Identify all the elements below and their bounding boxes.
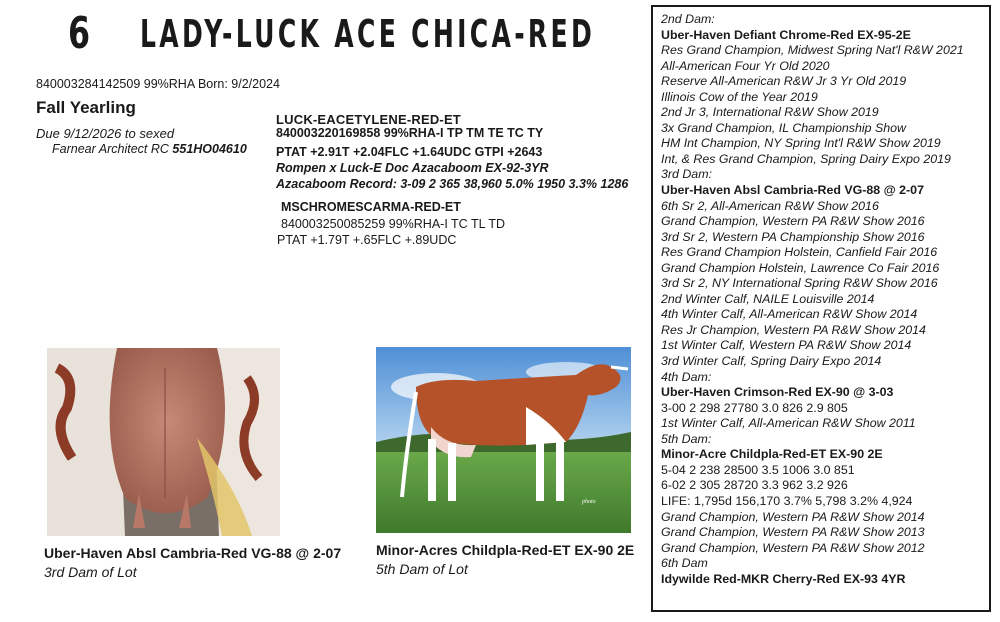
pedigree-line: Grand Champion, Western PA R&W Show 2016 (661, 214, 925, 229)
pedigree-line: Res Grand Champion, Midwest Spring Nat'l R&W 2021 (661, 43, 964, 58)
pedigree-animal-name: Uber-Haven Defiant Chrome-Red EX-95-2E (661, 27, 911, 42)
sire-block (276, 112, 628, 191)
pedigree-line: Grand Champion, Western PA R&W Show 2012 (661, 540, 925, 555)
dam-registration: 840003250085259 99%RHA-I TC TL TD (281, 217, 505, 231)
service-sire-line (52, 142, 247, 156)
pedigree-line: 2nd Winter Calf, NAILE Louisville 2014 (661, 291, 875, 306)
pedigree-line: Res Grand Champion Holstein, Canfield Fair 2016 (661, 245, 938, 260)
sire-name: LUCK-EACETYLENE-RED-ET (276, 112, 461, 127)
photo-caption-subtitle: 5th Dam of Lot (376, 561, 468, 577)
pedigree-line: 1st Winter Calf, All-American R&W Show 2011 (661, 416, 916, 431)
pedigree-heading: 2nd Dam: (661, 12, 715, 26)
photo-caption-2 (376, 542, 634, 577)
pedigree-heading: 4th Dam: (661, 369, 712, 384)
pedigree-line: Grand Champion, Western PA R&W Show 2013 (661, 525, 925, 540)
photo-caption-title: Minor-Acres Childpla-Red-ET EX-90 2E (376, 542, 635, 558)
pedigree-animal-name: Uber-Haven Absl Cambria-Red VG-88 @ 2-07 (661, 183, 924, 198)
pedigree-animal-name: Uber-Haven Crimson-Red EX-90 @ 3-03 (661, 385, 894, 400)
sire-registration: 840003220169858 99%RHA-I TP TM TE TC TY (276, 126, 544, 140)
photo-caption-title: Uber-Haven Absl Cambria-Red VG-88 @ 2-07 (44, 545, 342, 561)
pedigree-line: 2nd Jr 3, International R&W Show 2019 (661, 105, 879, 120)
svg-text:photo: photo (582, 499, 596, 505)
lot-number: 6 (68, 8, 92, 59)
sire-ptat: PTAT +2.91T +2.04FLC +1.64UDC GTPI +2643 (276, 145, 543, 159)
pedigree-line: LIFE: 1,795d 156,170 3.7% 5,798 3.2% 4,924 (661, 493, 913, 508)
pedigree-animal-name: Idywilde Red-MKR Cherry-Red EX-93 4YR (661, 571, 906, 586)
pedigree-line: 1st Winter Calf, Western PA R&W Show 2014 (661, 338, 912, 353)
dam-ptat: PTAT +1.79T +.65FLC +.89UDC (277, 233, 457, 247)
pedigree-line: 3rd Sr 2, NY International Spring R&W Show 2016 (661, 276, 938, 291)
sire-dam-record: Azacaboom Record: 3-09 2 365 38,960 5.0% 1950 3.3% 1286 (276, 177, 629, 191)
pedigree-line: All-American Four Yr Old 2020 (661, 58, 830, 73)
lot-name: LADY-LUCK ACE CHICA-RED (140, 12, 596, 56)
photo-caption-subtitle: 3rd Dam of Lot (44, 564, 137, 580)
service-sire-name: Farnear Architect RC (52, 142, 169, 156)
pedigree-box (651, 5, 991, 612)
class-title: Fall Yearling (36, 98, 136, 117)
pedigree-animal-name: Minor-Acre Childpla-Red-ET EX-90 2E (661, 447, 883, 462)
pedigree-line: 4th Winter Calf, All-American R&W Show 2014 (661, 307, 918, 322)
sire-parents: Rompen x Luck-E Doc Azacaboom EX-92-3YR (276, 161, 549, 175)
pedigree-line: 6th Sr 2, All-American R&W Show 2016 (661, 198, 879, 213)
lot-id-line: 840003284142509 99%RHA Born: 9/2/2024 (36, 77, 280, 91)
cow-photo (376, 347, 631, 533)
photo-caption-1 (44, 545, 341, 580)
pedigree-line: Int, & Res Grand Champion, Spring Dairy Expo 2019 (661, 151, 951, 166)
pedigree-line: 3x Grand Champion, IL Championship Show (661, 120, 906, 135)
pedigree-line: Res Jr Champion, Western PA R&W Show 2014 (661, 322, 926, 337)
udder-photo (47, 348, 280, 536)
pedigree-heading: 3rd Dam: (661, 167, 712, 182)
pedigree-line: HM Int Champion, NY Spring Int'l R&W Show 2019 (661, 136, 941, 151)
pedigree-line: Grand Champion Holstein, Lawrence Co Fair 2016 (661, 260, 940, 275)
pedigree-line: 6-02 2 305 28720 3.3 962 3.2 926 (661, 478, 848, 493)
pedigree-heading: 6th Dam (661, 556, 708, 571)
pedigree-line: Reserve All-American R&W Jr 3 Yr Old 2019 (661, 74, 907, 89)
dam-block (277, 200, 505, 247)
due-line: Due 9/12/2026 to sexed (36, 126, 175, 141)
pedigree-line: 3rd Winter Calf, Spring Dairy Expo 2014 (661, 354, 882, 369)
dam-name: MSCHROMESCARMA-RED-ET (281, 200, 461, 214)
pedigree-line: 5-04 2 238 28500 3.5 1006 3.0 851 (661, 462, 855, 477)
pedigree-line: Grand Champion, Western PA R&W Show 2014 (661, 509, 925, 524)
pedigree-line: 3-00 2 298 27780 3.0 826 2.9 805 (661, 400, 848, 415)
pedigree-heading: 5th Dam: (661, 431, 712, 446)
pedigree-line: Illinois Cow of the Year 2019 (661, 89, 818, 104)
service-sire-code: 551HO04610 (172, 142, 247, 156)
pedigree-line: 3rd Sr 2, Western PA Championship Show 2016 (661, 229, 925, 244)
